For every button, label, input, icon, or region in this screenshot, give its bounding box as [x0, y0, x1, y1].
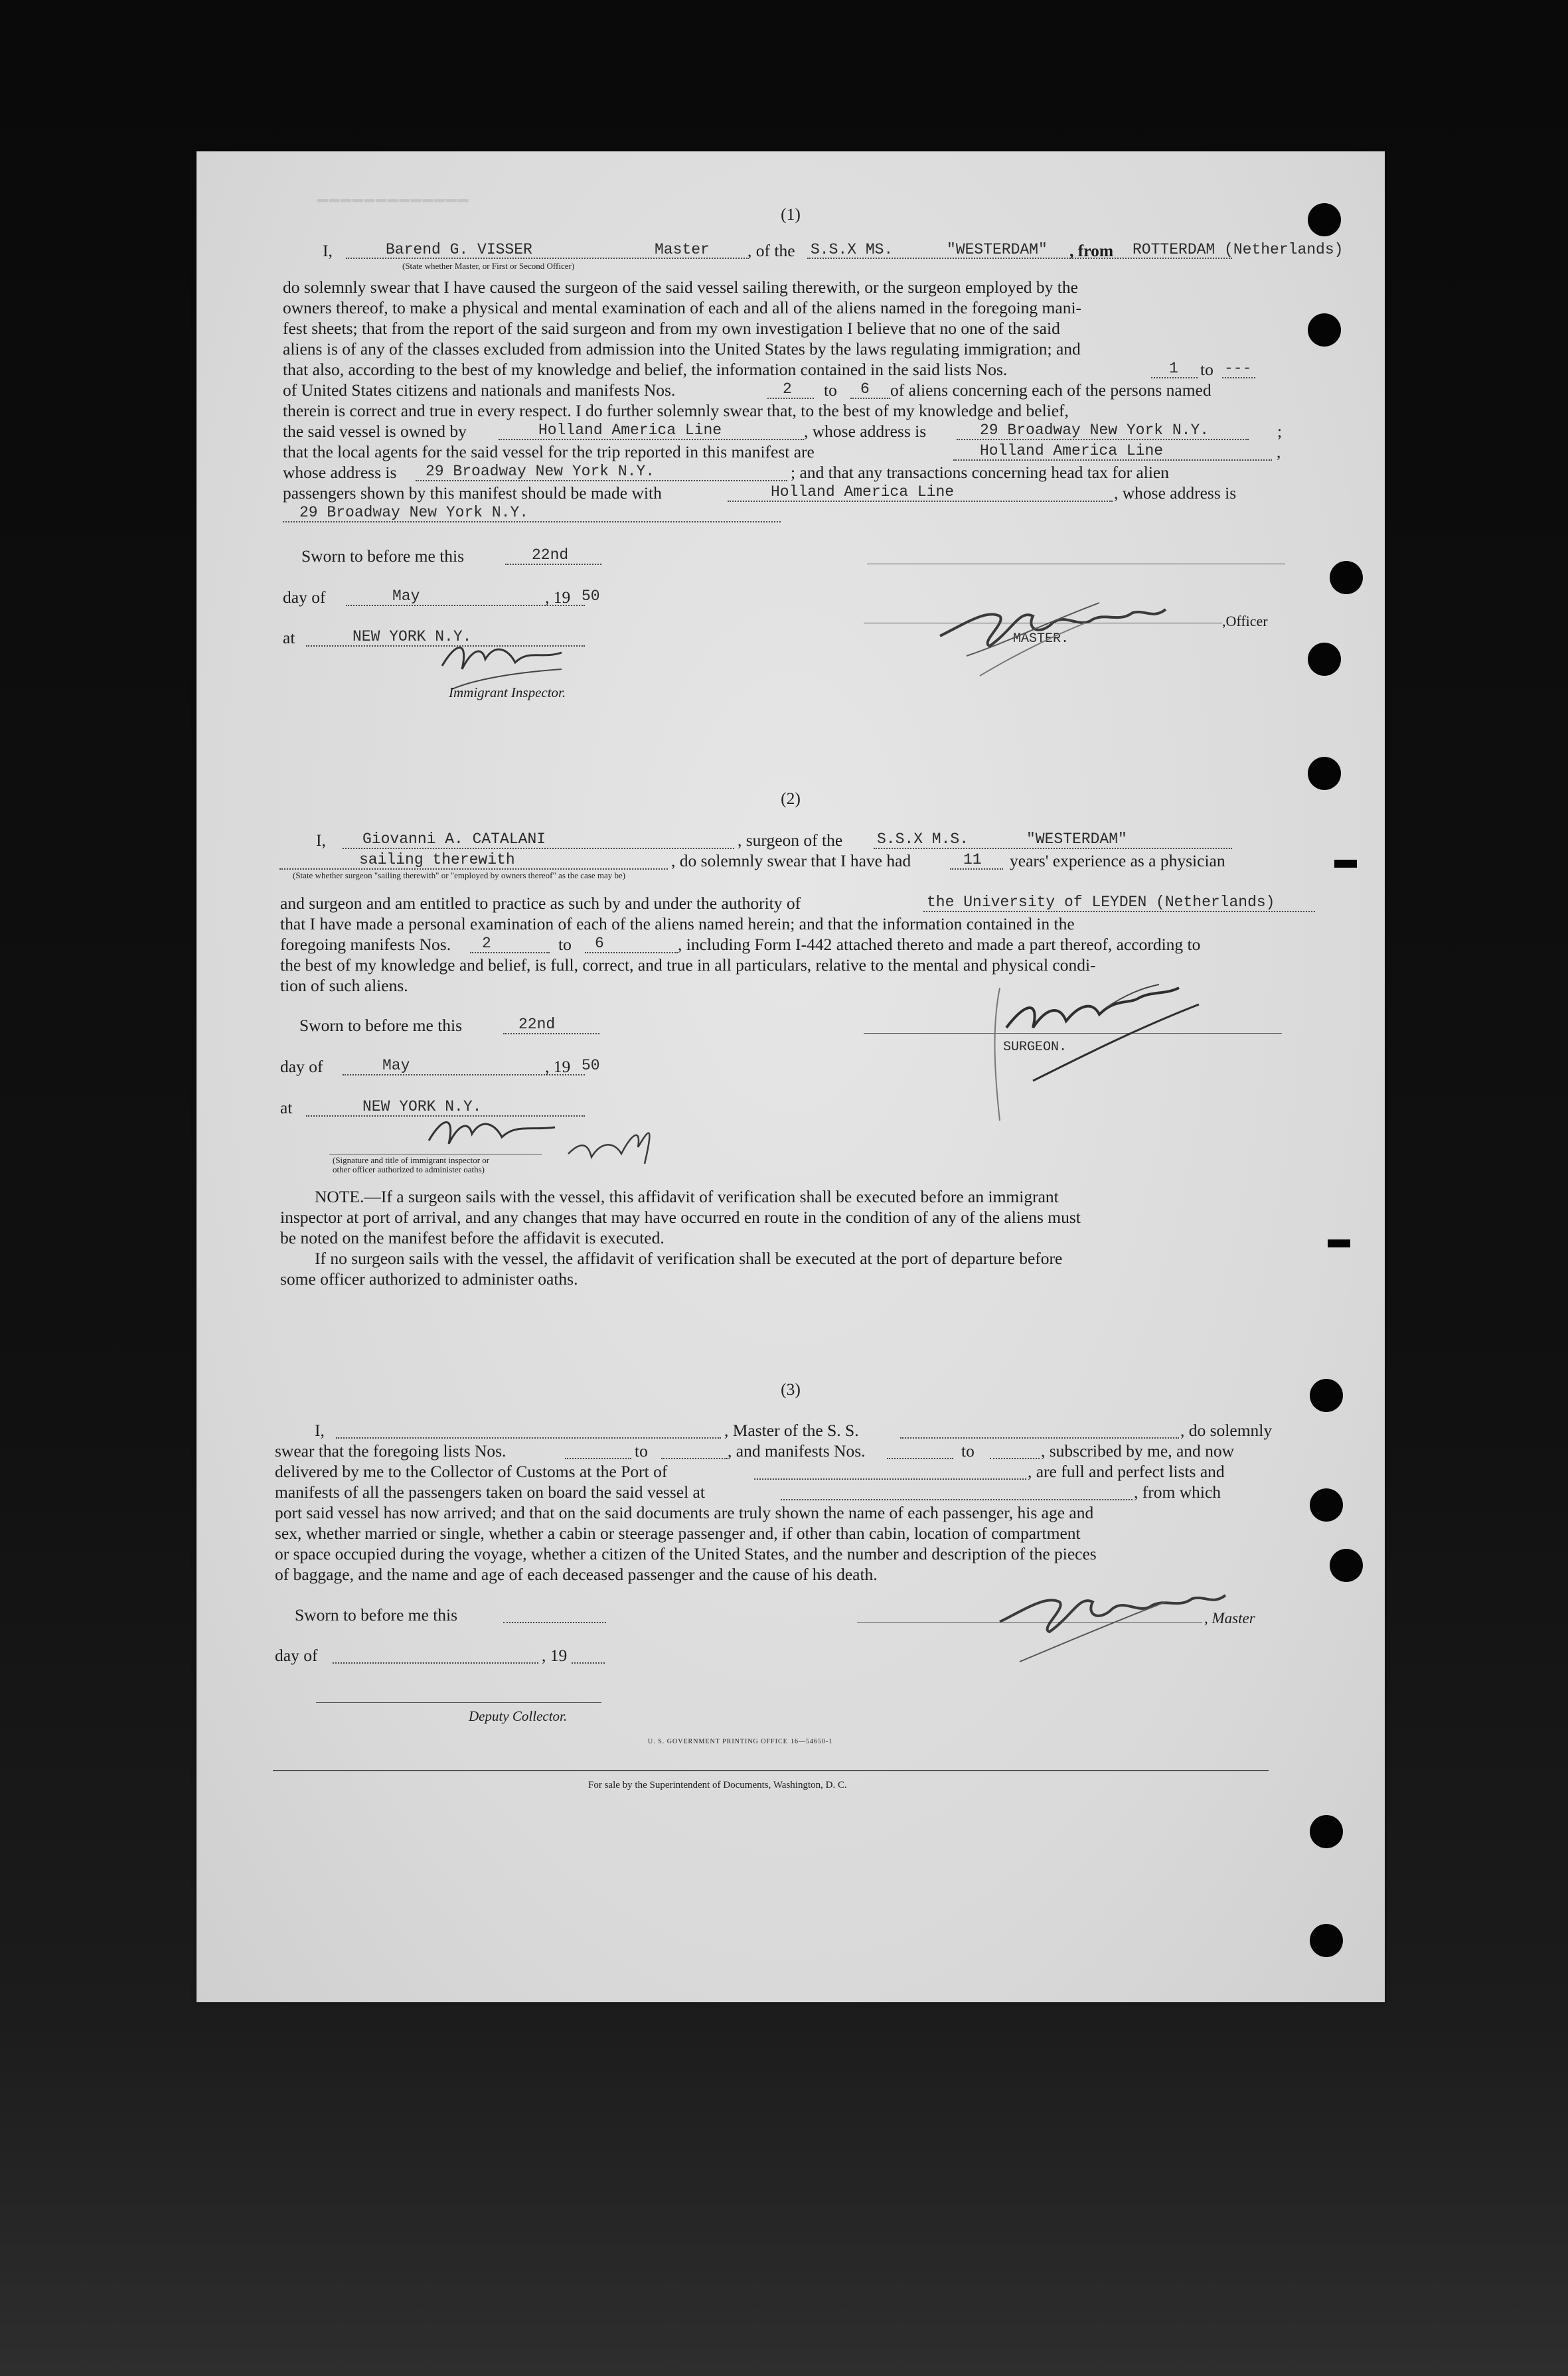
s2-vessel-type: S.S.X M.S.	[877, 831, 969, 848]
section-1-number: (1)	[781, 204, 801, 224]
binder-hole	[1310, 1379, 1343, 1412]
s2-day-of: day of	[280, 1057, 323, 1076]
s1-place: NEW YORK N.Y.	[353, 628, 472, 645]
s3-master-suffix: , Master	[1204, 1610, 1255, 1626]
s1-line-11a: passengers shown by this manifest should be made with	[283, 483, 662, 503]
owner-address: 29 Broadway New York N.Y.	[980, 422, 1210, 439]
bleed-through-text: ━━━━━━━━━━━━━	[316, 191, 469, 210]
note-line-4: If no surgeon sails with the vessel, the affidavit of verification shall be executed at the port of departure before	[315, 1249, 1063, 1268]
s3-line-8: of baggage, and the name and age of each deceased passenger and the cause of his death.	[275, 1565, 878, 1584]
note-line-3: be noted on the manifest before the affidavit is executed.	[280, 1228, 665, 1247]
binder-hole	[1308, 643, 1341, 676]
s3-line-3b: , are full and perfect lists and	[1028, 1462, 1225, 1481]
s2-line-5a: foregoing manifests Nos.	[280, 935, 451, 954]
s1-sworn-day: 22nd	[532, 546, 569, 564]
s1-officer-suffix: ,Officer	[1222, 613, 1268, 629]
binder-hole	[1308, 757, 1341, 790]
s2-officer-caption-2: other officer authorized to administer oaths)	[333, 1164, 485, 1174]
s1-line-2: owners thereof, to make a physical and mental examination of each and all of the aliens named in the foregoing mani-	[283, 298, 1082, 317]
agents: Holland America Line	[980, 442, 1164, 459]
s3-manifests-from-line	[887, 1458, 953, 1459]
s3-sworn-day-line	[503, 1622, 606, 1623]
manifest-affidavit-page	[196, 151, 1385, 2002]
s2-manifests-from: 2	[482, 935, 491, 952]
from-label: , from	[1069, 241, 1114, 260]
note-line-1: NOTE.—If a surgeon sails with the vessel, this affidavit of verification shall be executed before an immigrant	[315, 1187, 1059, 1206]
section-2-number: (2)	[781, 789, 801, 808]
s2-at: at	[280, 1098, 293, 1117]
s1-line-4: aliens is of any of the classes excluded from admission into the United States by the laws regulating immigration; and	[283, 339, 1081, 358]
lists-to: ---	[1224, 360, 1252, 377]
s2-to-label: to	[558, 935, 572, 954]
binder-hole	[1330, 1549, 1363, 1582]
s1-line-7: therein is correct and true in every respect. I do further solemnly swear that, to the best of my knowledge and belief,	[283, 401, 1069, 420]
s2-line-3a: and surgeon and am entitled to practice as such by and under the authority of	[280, 894, 801, 913]
s3-line-3a: delivered by me to the Collector of Customs at the Port of	[275, 1462, 668, 1481]
s3-lists-to-line	[661, 1458, 728, 1459]
master-title: Master	[655, 241, 710, 258]
s3-line-2d: to	[961, 1441, 975, 1461]
s3-sworn-label: Sworn to before me this	[295, 1605, 458, 1624]
surgeon-name: Giovanni A. CATALANI	[362, 831, 546, 848]
s2-manifests-to: 6	[595, 935, 604, 952]
edge-mark	[1328, 1239, 1350, 1247]
binder-hole	[1310, 1924, 1343, 1957]
s3-line-6: sex, whether married or single, whether a cabin or steerage passenger and, if other than cabin, location of compartment	[275, 1524, 1081, 1543]
s1-sworn-label: Sworn to before me this	[301, 546, 465, 566]
s2-swear-had: , do solemnly swear that I have had	[671, 851, 911, 870]
s3-line-2e: , subscribed by me, and now	[1041, 1441, 1235, 1461]
s3-master-name-line	[336, 1437, 721, 1439]
headtax-party: Holland America Line	[771, 483, 955, 501]
manifests-to-line	[850, 398, 890, 399]
s3-line-7: or space occupied during the voyage, whether a citizen of the United States, and the number and description of the pieces	[275, 1544, 1097, 1563]
s1-line-10a: whose address is	[283, 463, 397, 482]
headtax-address: 29 Broadway New York N.Y.	[299, 504, 529, 521]
s3-line-5: port said vessel has now arrived; and that on the said documents are truly shown the name of each passenger, his age and	[275, 1503, 1094, 1522]
manifests-to-label: to	[824, 380, 837, 400]
s3-line-2b: to	[635, 1441, 648, 1461]
binder-hole	[1310, 1488, 1343, 1522]
s2-year-prefix: , 19	[545, 1057, 571, 1076]
s3-line-4b: , from which	[1134, 1482, 1221, 1502]
s2-line-7: tion of such aliens.	[280, 976, 408, 995]
s2-place: NEW YORK N.Y.	[362, 1098, 482, 1115]
s3-line-2c: , and manifests Nos.	[728, 1441, 866, 1461]
s2-vessel-name: "WESTERDAM"	[1026, 831, 1127, 848]
s2-officer-caption-1: (Signature and title of immigrant inspector or	[333, 1155, 490, 1165]
s1-signer-title: MASTER.	[1013, 631, 1069, 647]
s1-line-5: that also, according to the best of my knowledge and belief, the information contained in the said lists Nos.	[283, 360, 1008, 379]
edge-mark	[1334, 860, 1357, 868]
s1-line-10b: ; and that any transactions concerning head tax for alien	[791, 463, 1169, 482]
s3-line-1a: I,	[315, 1421, 325, 1440]
master-caption: (State whether Master, or First or Second Officer)	[402, 261, 575, 271]
from-port: ROTTERDAM (Netherlands)	[1133, 241, 1344, 258]
note-line-2: inspector at port of arrival, and any changes that may have occurred en route in the condition of any of the aliens must	[280, 1208, 1081, 1227]
s3-vessel-line	[900, 1437, 1179, 1439]
s1-line-9a: that the local agents for the said vessel for the trip reported in this manifest are	[283, 442, 815, 461]
s2-line-6: the best of my knowledge and belief, is full, correct, and true in all particulars, relative to the mental and physical condi-	[280, 955, 1096, 975]
s1-line-6b: of aliens concerning each of the persons named	[890, 380, 1212, 400]
s3-lists-from-line	[565, 1458, 631, 1459]
owner: Holland America Line	[538, 422, 722, 439]
s3-line-1c: , do solemnly	[1180, 1421, 1273, 1440]
s2-sworn-day: 22nd	[518, 1016, 556, 1033]
section-2-i: I,	[316, 831, 326, 850]
s1-line-6a: of United States citizens and nationals and manifests Nos.	[283, 380, 676, 400]
of-the-label: , of the	[747, 241, 795, 260]
s2-signer-title: SURGEON.	[1003, 1040, 1067, 1055]
binder-hole	[1330, 561, 1363, 594]
s2-years-text: years' experience as a physician	[1010, 851, 1225, 870]
printing-office: U. S. GOVERNMENT PRINTING OFFICE	[648, 1738, 788, 1745]
s3-collector-caption: Deputy Collector.	[469, 1708, 568, 1724]
lists-from: 1	[1169, 360, 1178, 377]
master-name: Barend G. VISSER	[386, 241, 532, 258]
s1-line-8c: ;	[1277, 422, 1283, 441]
manifests-to: 6	[860, 380, 870, 398]
s2-year: 50	[582, 1057, 600, 1074]
surgeon-of-label: , surgeon of the	[738, 831, 843, 850]
s3-taken-at-line	[781, 1499, 1133, 1500]
s3-year-line	[572, 1662, 605, 1664]
s3-line-4a: manifests of all the passengers taken on board the said vessel at	[275, 1482, 705, 1502]
s1-inspector-caption: Immigrant Inspector.	[449, 684, 566, 700]
s2-sworn-label: Sworn to before me this	[299, 1016, 463, 1035]
s3-manifests-to-line	[990, 1458, 1040, 1459]
master-signature	[927, 583, 1179, 689]
binder-hole	[1308, 313, 1341, 347]
vessel-type: S.S.X MS.	[811, 241, 894, 258]
binder-hole	[1310, 1815, 1343, 1848]
agents-address: 29 Broadway New York N.Y.	[426, 463, 655, 480]
form-code: 16—54650-1	[791, 1738, 833, 1745]
surgeon-caption: (State whether surgeon "sailing therewith" or "employed by owners thereof" as the case may be)	[293, 870, 626, 880]
sale-notice: For sale by the Superintendent of Documents, Washington, D. C.	[588, 1780, 847, 1790]
lists-to-label: to	[1200, 360, 1214, 379]
s3-line-2a: swear that the foregoing lists Nos.	[275, 1441, 507, 1461]
s2-month: May	[382, 1057, 410, 1074]
s1-year-prefix: , 19	[545, 588, 571, 607]
s1-line-1: do solemnly swear that I have caused the surgeon of the said vessel sailing therewith, or the surgeon employed by the	[283, 277, 1078, 297]
section-3-number: (3)	[781, 1380, 801, 1399]
surgeon-signature	[973, 968, 1252, 1134]
s1-day-of: day of	[283, 588, 326, 607]
note-line-5: some officer authorized to administer oaths.	[280, 1269, 578, 1289]
s3-line-1b: , Master of the S. S.	[724, 1421, 859, 1440]
s2-line-4: that I have made a personal examination of each of the aliens named herein; and that the information contained in the	[280, 914, 1075, 933]
s1-at: at	[283, 628, 295, 647]
section-1-i: I,	[323, 241, 333, 260]
binder-hole	[1308, 203, 1341, 236]
s1-month: May	[392, 588, 420, 605]
s3-year-prefix: , 19	[542, 1646, 568, 1665]
sailing-status: sailing therewith	[359, 851, 515, 868]
s3-master-signature	[986, 1562, 1239, 1668]
s2-line-5b: , including Form I-442 attached thereto and made a part thereof, according to	[678, 935, 1201, 954]
s1-year: 50	[582, 588, 600, 605]
s1-line-9b: ,	[1277, 442, 1281, 461]
s3-collector-line	[316, 1702, 601, 1703]
s3-port-line	[754, 1478, 1026, 1480]
footer-rule	[273, 1770, 1269, 1771]
manifests-from: 2	[783, 380, 792, 398]
s1-line-8b: , whose address is	[804, 422, 927, 441]
years-experience: 11	[963, 851, 982, 868]
s1-line-8a: the said vessel is owned by	[283, 422, 467, 441]
s1-line-11b: , whose address is	[1114, 483, 1237, 503]
s3-day-of: day of	[275, 1646, 318, 1665]
vessel-name: "WESTERDAM"	[947, 241, 1048, 258]
s3-month-line	[333, 1662, 538, 1664]
s1-line-3: fest sheets; that from the report of the said surgeon and from my own investigation I believe that no one of the said	[283, 319, 1060, 338]
authority: the University of LEYDEN (Netherlands)	[927, 894, 1275, 911]
